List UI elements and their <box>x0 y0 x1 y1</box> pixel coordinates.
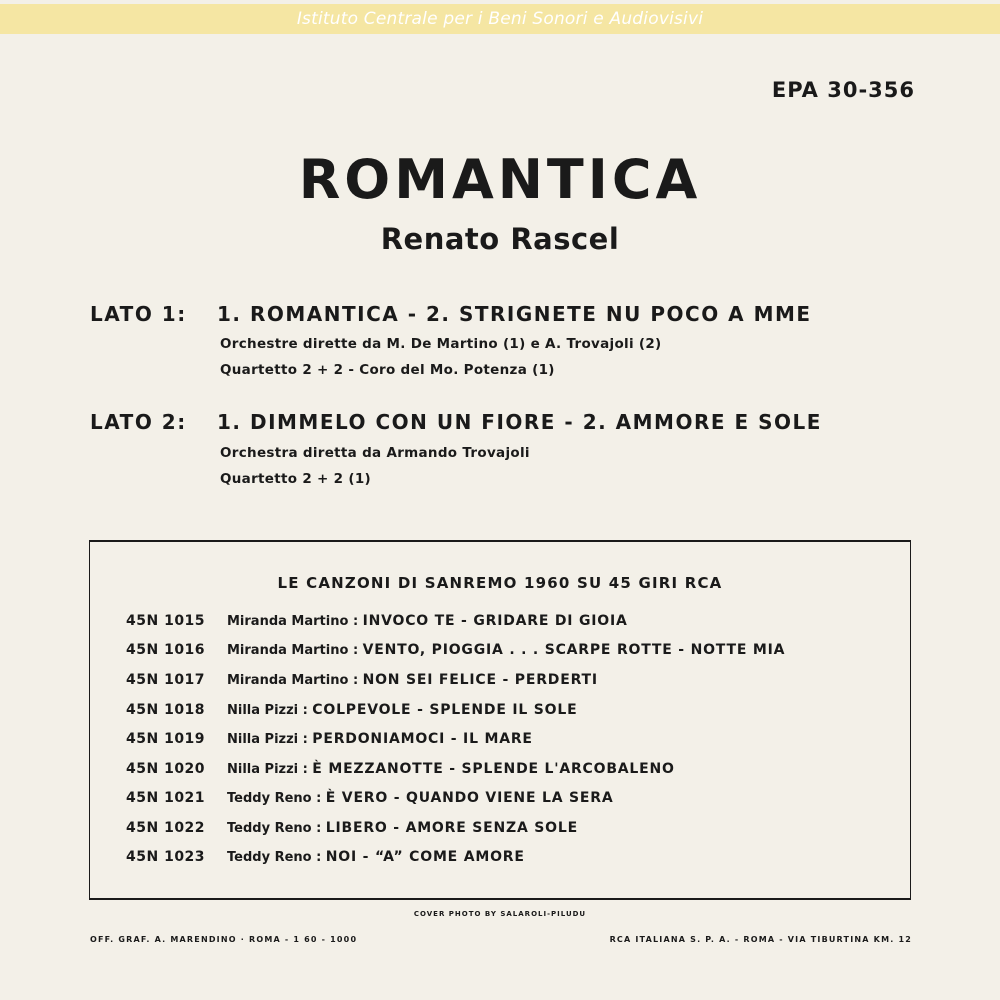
record-code: 45N 1017 <box>126 672 206 688</box>
sanremo-catalog-box <box>89 540 911 900</box>
singer-name: Nilla Pizzi : <box>227 762 308 777</box>
singer-name: Miranda Martino : <box>227 614 359 629</box>
song-titles: COLPEVOLE - SPLENDE IL SOLE <box>312 702 578 718</box>
singer-name: Teddy Reno : <box>227 791 322 806</box>
singer-name: Teddy Reno : <box>227 821 322 836</box>
album-title: ROMANTICA <box>298 148 702 211</box>
record-code: 45N 1020 <box>126 761 206 777</box>
catalog-row <box>126 731 533 751</box>
song-titles: PERDONIAMOCI - IL MARE <box>312 731 533 747</box>
singer-name: Teddy Reno : <box>227 850 322 865</box>
catalog-box-title: LE CANZONI DI SANREMO 1960 SU 45 GIRI RCA <box>277 574 723 592</box>
side-credit: Orchestre dirette da M. De Martino (1) e A. Trovajoli (2) <box>220 336 662 352</box>
catalog-row <box>126 790 613 810</box>
record-code: 45N 1015 <box>126 613 206 629</box>
side-tracks: 1. DIMMELO CON UN FIORE - 2. AMMORE E SOLE <box>217 410 822 434</box>
song-titles: NON SEI FELICE - PERDERTI <box>362 672 598 688</box>
record-code: 45N 1019 <box>126 731 206 747</box>
publisher-address: RCA ITALIANA S. P. A. - ROMA - VIA TIBURTINA KM. 12 <box>609 935 912 944</box>
song-titles: È VERO - QUANDO VIENE LA SERA <box>325 790 614 806</box>
singer-name: Miranda Martino : <box>227 673 359 688</box>
side-label: LATO 2: <box>90 410 187 434</box>
archive-banner-text: Istituto Centrale per i Beni Sonori e Audiovisivi <box>296 9 704 29</box>
song-titles: VENTO, PIOGGIA . . . SCARPE ROTTE - NOTTE MIA <box>362 642 786 658</box>
song-titles: NOI - “A” COME AMORE <box>325 849 525 865</box>
song-titles: È MEZZANOTTE - SPLENDE L'ARCOBALENO <box>312 761 675 777</box>
archive-banner <box>0 4 1000 34</box>
song-titles: LIBERO - AMORE SENZA SOLE <box>325 820 578 836</box>
singer-name: Miranda Martino : <box>227 643 359 658</box>
catalog-row <box>126 672 598 692</box>
side-tracks: 1. ROMANTICA - 2. STRIGNETE NU POCO A MME <box>217 302 812 326</box>
record-code: 45N 1018 <box>126 702 206 718</box>
catalog-row <box>126 849 525 869</box>
catalog-row <box>126 761 675 781</box>
side-label: LATO 1: <box>90 302 187 326</box>
catalog-row <box>126 613 628 633</box>
singer-name: Nilla Pizzi : <box>227 703 308 718</box>
side-credit: Quartetto 2 + 2 (1) <box>220 471 371 487</box>
record-code: 45N 1016 <box>126 642 206 658</box>
catalog-row <box>126 642 785 662</box>
record-code: 45N 1021 <box>126 790 206 806</box>
side-credit: Orchestra diretta da Armando Trovajoli <box>220 445 530 461</box>
printer-credit: OFF. GRAF. A. MARENDINO · ROMA - 1 60 - 1000 <box>90 935 358 944</box>
song-titles: INVOCO TE - GRIDARE DI GIOIA <box>362 613 628 629</box>
record-code: 45N 1023 <box>126 849 206 865</box>
artist-name: Renato Rascel <box>380 222 620 256</box>
catalog-row <box>126 820 578 840</box>
catalog-number: EPA 30-356 <box>771 78 915 102</box>
catalog-row <box>126 702 577 722</box>
photo-credit: COVER PHOTO BY SALAROLI-PILUDU <box>413 910 587 918</box>
record-code: 45N 1022 <box>126 820 206 836</box>
side-credit: Quartetto 2 + 2 - Coro del Mo. Potenza (1) <box>220 362 555 378</box>
singer-name: Nilla Pizzi : <box>227 732 308 747</box>
